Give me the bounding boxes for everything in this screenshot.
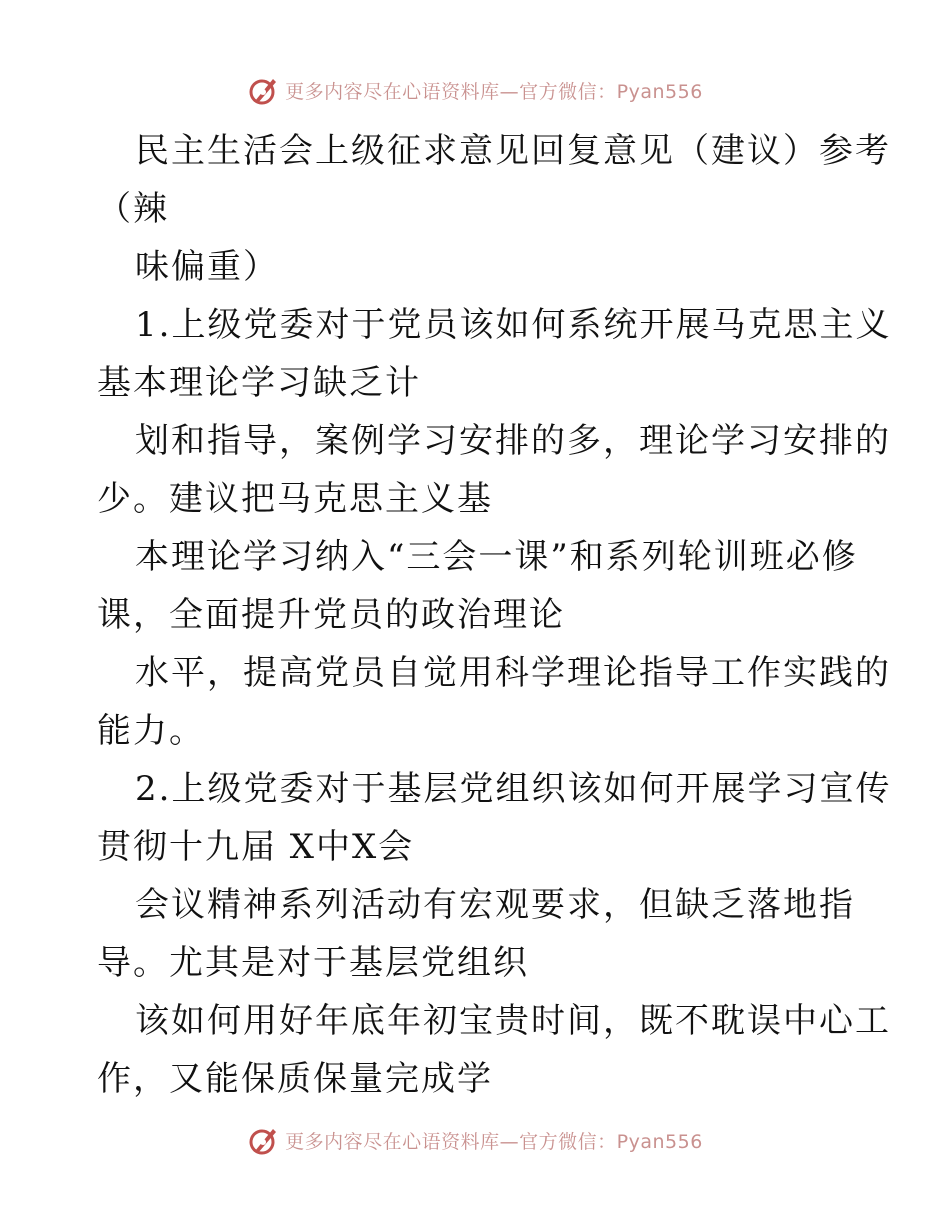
text-line: 划和指导，案例学习安排的多，理论学习安排的 bbox=[135, 421, 891, 461]
text-line: 会议精神系列活动有宏观要求，但缺乏落地指 bbox=[135, 885, 855, 925]
text-line: 本理论学习纳入“三会一课”和系列轮训班必修 bbox=[135, 537, 858, 577]
text-line: 基本理论学习缺乏计 bbox=[97, 363, 421, 403]
text-line: 该如何用好年底年初宝贵时间，既不耽误中心工 bbox=[135, 1001, 891, 1041]
text-line: 1.上级党委对于党员该如何系统开展马克思主义 bbox=[135, 305, 892, 345]
brush-logo-icon bbox=[247, 1123, 281, 1157]
text-line: （辣 bbox=[97, 189, 169, 229]
text-line: 贯彻十九届 X中X会 bbox=[97, 827, 415, 867]
document-body bbox=[97, 122, 892, 1108]
header-watermark-banner bbox=[0, 70, 950, 110]
watermark-text: 更多内容尽在心语资料库—官方微信：Pyan556 bbox=[285, 1130, 703, 1153]
text-line: 民主生活会上级征求意见回复意见（建议）参考 bbox=[135, 131, 891, 171]
text-line: 课，全面提升党员的政治理论 bbox=[97, 595, 565, 635]
text-line: 水平，提高党员自觉用科学理论指导工作实践的 bbox=[135, 653, 891, 693]
text-line: 少。建议把马克思主义基 bbox=[97, 479, 493, 519]
footer-watermark-banner bbox=[0, 1120, 950, 1160]
brush-logo-icon bbox=[247, 73, 281, 107]
text-line: 导。尤其是对于基层党组织 bbox=[97, 943, 529, 983]
text-line: 作，又能保质保量完成学 bbox=[97, 1059, 493, 1099]
text-line: 能力。 bbox=[97, 711, 205, 751]
text-line: 味偏重） bbox=[135, 247, 279, 287]
watermark-text: 更多内容尽在心语资料库—官方微信：Pyan556 bbox=[285, 80, 703, 103]
text-line: 2.上级党委对于基层党组织该如何开展学习宣传 bbox=[135, 769, 892, 809]
